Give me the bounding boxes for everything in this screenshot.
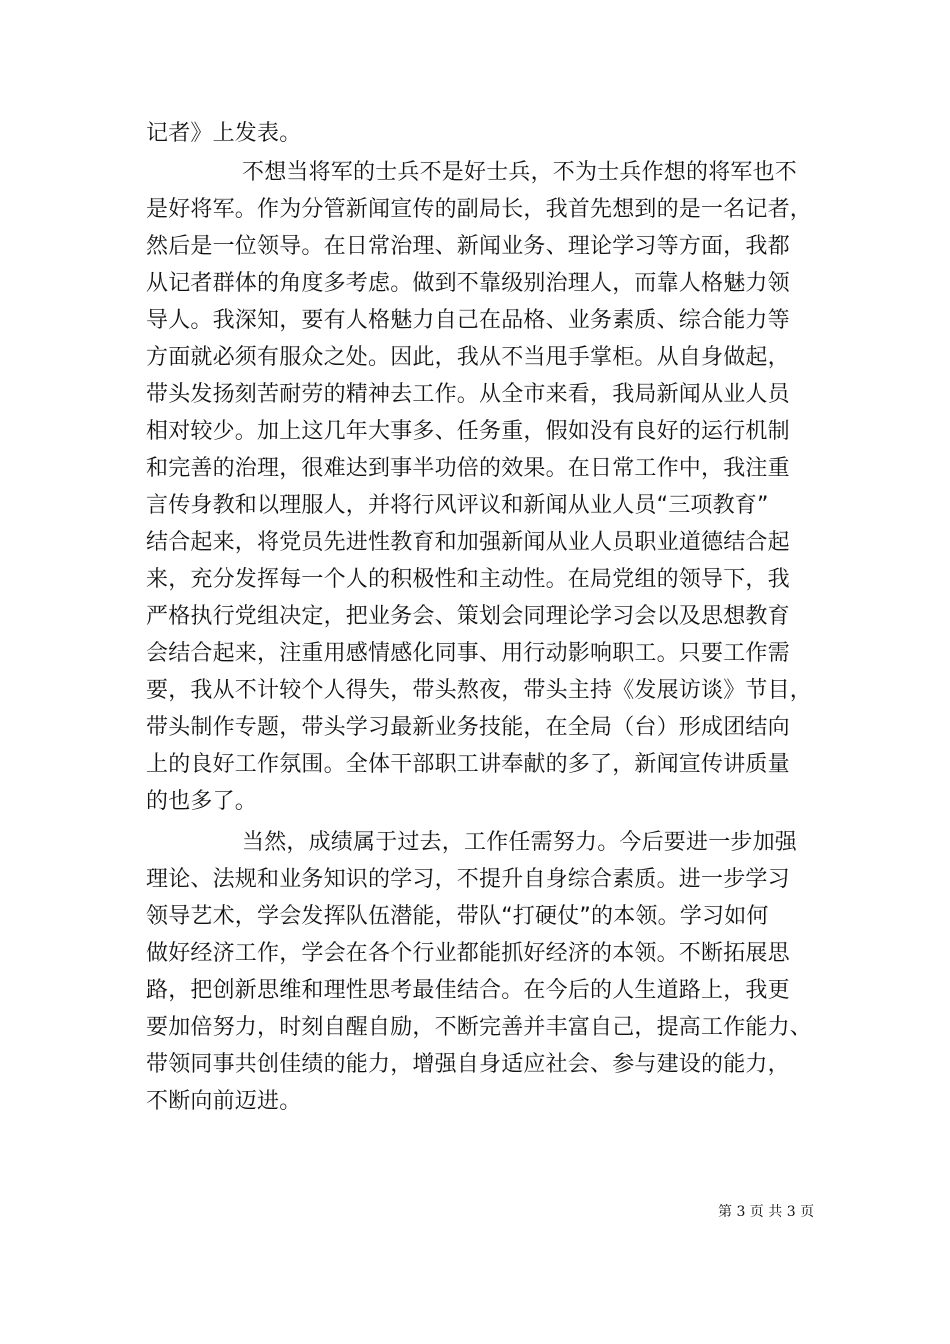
text-line: 不断向前迈进。 bbox=[146, 1089, 302, 1114]
text-line: 结合起来，将党员先进性教育和加强新闻从业人员职业道德结合起 bbox=[146, 530, 790, 555]
text-line: 相对较少。加上这几年大事多、任务重，假如没有良好的运行机制 bbox=[146, 419, 790, 444]
text-line: 带头发扬刻苦耐劳的精神去工作。从全市来看，我局新闻从业人员 bbox=[146, 382, 790, 407]
text-line: 然后是一位领导。在日常治理、新闻业务、理论学习等方面，我都 bbox=[146, 234, 790, 259]
text-line: 的也多了。 bbox=[146, 789, 258, 814]
text-line: 是好将军。作为分管新闻宣传的副局长，我首先想到的是一名记者， bbox=[146, 197, 813, 222]
text-line: 理论、法规和业务知识的学习，不提升自身综合素质。进一步学习 bbox=[146, 867, 790, 892]
paragraph-first-line: 当然，成绩属于过去，工作任需努力。今后要进一步加强 bbox=[242, 830, 798, 855]
text-line: 记者》上发表。 bbox=[146, 121, 302, 146]
page-number-footer: 第 3 页 共 3 页 bbox=[718, 1204, 815, 1220]
text-line: 导人。我深知，要有人格魅力自己在品格、业务素质、综合能力等 bbox=[146, 308, 790, 333]
text-line: 和完善的治理，很难达到事半功倍的效果。在日常工作中，我注重 bbox=[146, 456, 790, 481]
text-line: 领导艺术，学会发挥队伍潜能，带队“打硬仗”的本领。学习如何 bbox=[146, 904, 769, 929]
text-line: 要，我从不计较个人得失，带头熬夜，带头主持《发展访谈》节目， bbox=[146, 678, 813, 703]
text-line: 来，充分发挥每一个人的积极性和主动性。在局党组的领导下，我 bbox=[146, 567, 790, 592]
text-line: 要加倍努力，时刻自醒自励，不断完善并丰富自己，提高工作能力、 bbox=[146, 1015, 813, 1040]
text-line: 从记者群体的角度多考虑。做到不靠级别治理人，而靠人格魅力领 bbox=[146, 271, 790, 296]
text-line: 带领同事共创佳绩的能力，增强自身适应社会、参与建设的能力， bbox=[146, 1052, 790, 1077]
text-line: 带头制作专题，带头学习最新业务技能，在全局（台）形成团结向 bbox=[146, 715, 790, 740]
text-line: 方面就必须有服众之处。因此，我从不当甩手掌柜。从自身做起， bbox=[146, 345, 790, 370]
text-line: 严格执行党组决定，把业务会、策划会同理论学习会以及思想教育 bbox=[146, 604, 790, 629]
text-line: 言传身教和以理服人，并将行风评议和新闻从业人员“三项教育” bbox=[146, 493, 769, 518]
text-line: 上的良好工作氛围。全体干部职工讲奉献的多了，新闻宣传讲质量 bbox=[146, 752, 790, 777]
text-line: 做好经济工作，学会在各个行业都能抓好经济的本领。不断拓展思 bbox=[146, 941, 790, 966]
text-line: 会结合起来，注重用感情感化同事、用行动影响职工。只要工作需 bbox=[146, 641, 790, 666]
paragraph-first-line: 不想当将军的士兵不是好士兵，不为士兵作想的将军也不 bbox=[242, 160, 798, 185]
text-line: 路，把创新思维和理性思考最佳结合。在今后的人生道路上，我更 bbox=[146, 978, 790, 1003]
